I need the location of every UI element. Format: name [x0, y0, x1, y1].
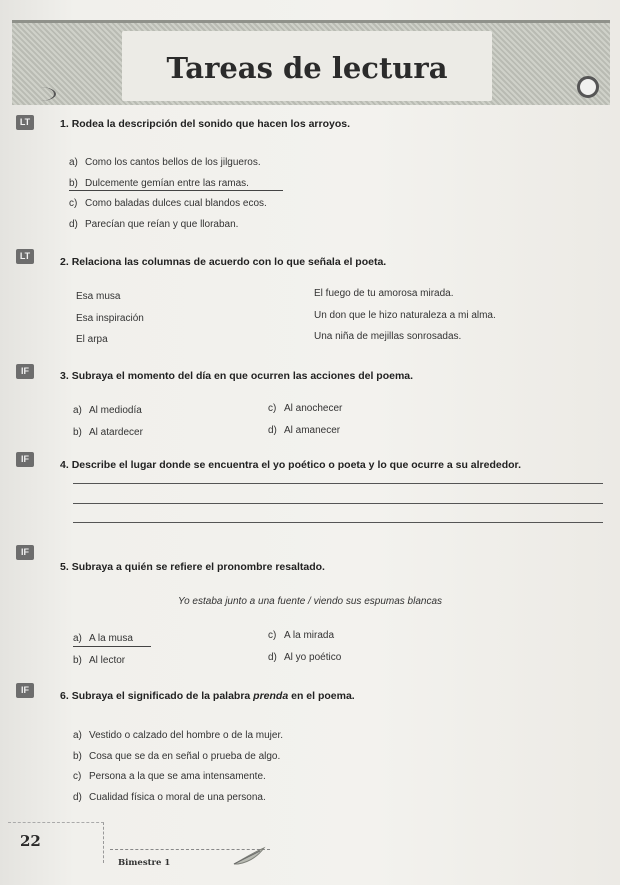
q3-text: Subraya el momento del día en que ocurren las acciones del poema.: [71, 370, 414, 382]
q1-option-a[interactable]: a) Como los cantos bellos de los jilgueros.: [69, 157, 261, 168]
q5-prompt: 5. Subraya a quién se refiere el pronombre resaltado.: [60, 561, 325, 573]
q6-text: Subraya el significado de la palabra prenda en el poema.: [71, 690, 355, 702]
q2-right-item[interactable]: Un don que le hizo naturaleza a mi alma.: [314, 310, 496, 321]
page-number: 22: [20, 832, 41, 850]
q2-right-item[interactable]: El fuego de tu amorosa mirada.: [314, 288, 454, 299]
title-panel: [122, 31, 492, 101]
q4-tag: IF: [16, 452, 34, 467]
q5-tag: IF: [16, 545, 34, 560]
q4-prompt: 4. Describe el lugar donde se encuentra el yo poético o poeta y lo que ocurre a su alrededor.: [60, 459, 521, 471]
page-title: Tareas de lectura: [166, 51, 448, 85]
q2-text: Relaciona las columnas de acuerdo con lo que señala el poeta.: [71, 256, 387, 268]
q3-option-c[interactable]: c) Al anochecer: [268, 403, 343, 414]
q3-prompt: 3. Subraya el momento del día en que ocurren las acciones del poema.: [60, 370, 414, 382]
q5-option-d[interactable]: d) Al yo poético: [268, 652, 342, 663]
q1-option-b-underline: [69, 190, 283, 191]
q5-verse: Yo estaba junto a una fuente / viendo sus espumas blancas: [177, 596, 443, 607]
q1-prompt: 1. Rodea la descripción del sonido que hacen los arroyos.: [60, 118, 351, 130]
q3-option-b[interactable]: b) Al atardecer: [73, 427, 143, 438]
q4-answer-line-1[interactable]: [73, 483, 603, 484]
q3-tag: IF: [16, 364, 34, 379]
ring-ornament-icon: [577, 76, 599, 98]
q4-text: Describe el lugar donde se encuentra el yo poético o poeta y lo que ocurre a su alrededor.: [71, 459, 521, 471]
header-banner: [12, 20, 610, 105]
q5-option-b[interactable]: b) Al lector: [73, 655, 126, 666]
q2-left-item[interactable]: Esa inspiración: [76, 313, 144, 324]
q6-prompt: 6. Subraya el significado de la palabra prenda en el poema.: [60, 690, 355, 702]
q6-highlighted-word: prenda: [253, 690, 289, 702]
q6-option-a[interactable]: a) Vestido o calzado del hombre o de la mujer.: [73, 730, 284, 741]
q5-option-a[interactable]: a) A la musa: [73, 633, 133, 644]
q2-right-item[interactable]: Una niña de mejillas sonrosadas.: [314, 331, 462, 342]
q3-option-a[interactable]: a) Al mediodía: [73, 405, 142, 416]
q1-option-d[interactable]: d) Parecían que reían y que lloraban.: [69, 219, 239, 230]
q1-option-c[interactable]: c) Como baladas dulces cual blandos ecos.: [69, 198, 267, 209]
curl-ornament-icon: [24, 87, 56, 101]
q5-text: Subraya a quién se refiere el pronombre resaltado.: [71, 561, 325, 573]
q2-prompt: 2. Relaciona las columnas de acuerdo con lo que señala el poeta.: [60, 256, 387, 268]
q4-answer-line-3[interactable]: [73, 522, 603, 523]
q4-answer-line-2[interactable]: [73, 503, 603, 504]
q6-option-d[interactable]: d) Cualidad física o moral de una persona.: [73, 792, 266, 803]
q3-option-d[interactable]: d) Al amanecer: [268, 425, 341, 436]
q1-text: Rodea la descripción del sonido que hacen los arroyos.: [71, 118, 351, 130]
footer-label: Bimestre 1: [118, 858, 171, 868]
q6-option-b[interactable]: b) Cosa que se da en señal o prueba de algo.: [73, 751, 281, 762]
q2-left-item[interactable]: Esa musa: [76, 291, 121, 302]
q5-option-c[interactable]: c) A la mirada: [268, 630, 335, 641]
q2-left-item[interactable]: El arpa: [76, 334, 108, 345]
q1-option-b[interactable]: b) Dulcemente gemían entre las ramas.: [69, 178, 249, 189]
feather-icon: [232, 846, 266, 866]
q5-option-a-underline: [73, 646, 151, 647]
q2-tag: LT: [16, 249, 34, 264]
q6-tag: IF: [16, 683, 34, 698]
q1-tag: LT: [16, 115, 34, 130]
q6-option-c[interactable]: c) Persona a la que se ama intensamente.: [73, 771, 266, 782]
